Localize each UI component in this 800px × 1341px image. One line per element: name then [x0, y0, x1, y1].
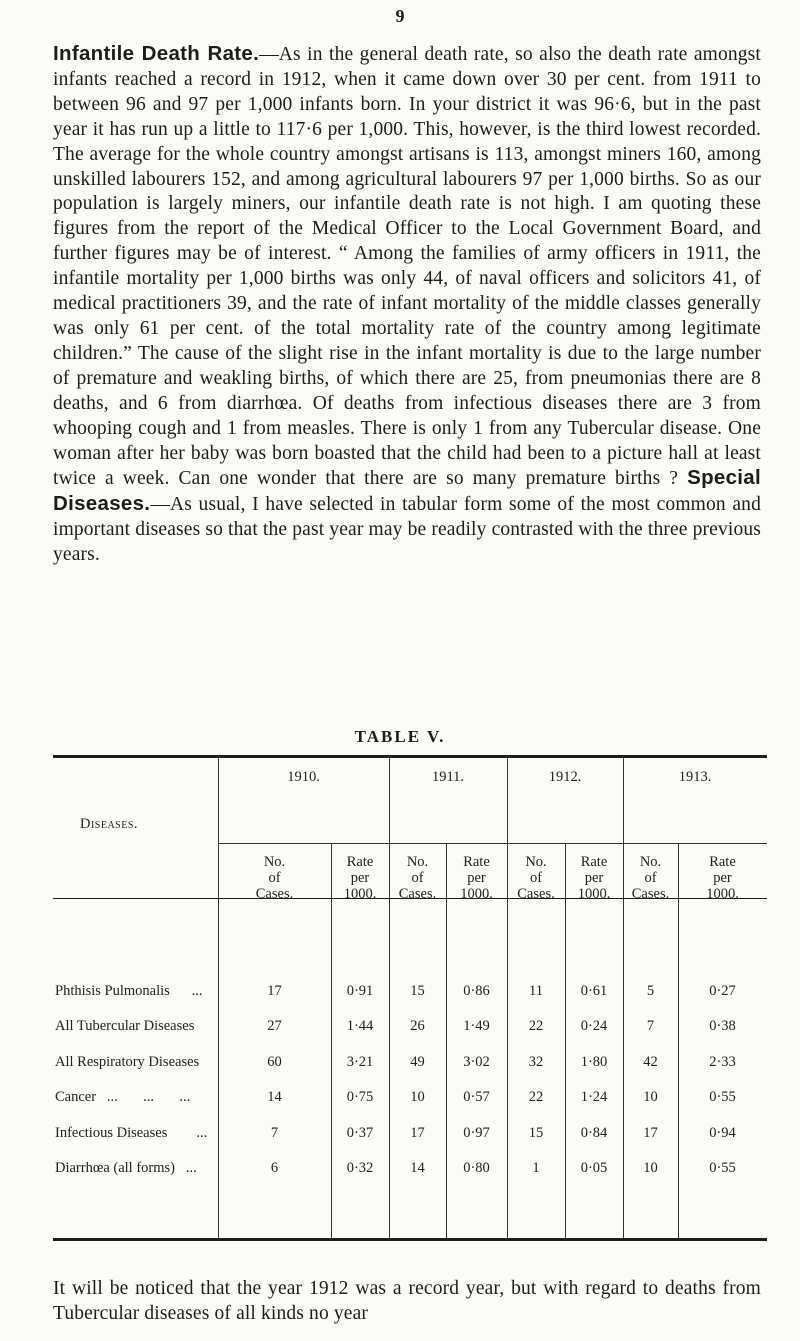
- cases-cell: 15: [410, 983, 425, 999]
- cases-cell: 42: [643, 1054, 658, 1070]
- table-year-underline: [507, 843, 623, 844]
- closing-paragraph: It will be noticed that the year 1912 was a record year, but with regard to deaths from Tubercular diseases of all kinds no year: [53, 1278, 761, 1324]
- rate-subheader: 1000.: [577, 886, 611, 902]
- disease-row-label: All Respiratory Diseases: [55, 1054, 200, 1070]
- special-diseases-heading: Special Diseases.: [53, 466, 761, 516]
- cases-subheader: Cases.: [255, 886, 294, 902]
- cases-subheader: No.: [406, 854, 429, 870]
- rate-cell: 3·02: [463, 1054, 490, 1070]
- page-number: 9: [395, 6, 405, 26]
- cases-cell: 7: [646, 1018, 655, 1034]
- cases-cell: 14: [267, 1089, 282, 1105]
- cases-cell: 11: [529, 983, 543, 999]
- cases-cell: 14: [410, 1160, 425, 1176]
- rate-cell: 0·37: [346, 1125, 374, 1141]
- year-header: 1911.: [431, 769, 465, 785]
- cases-cell: 49: [410, 1054, 425, 1070]
- rate-subheader: per: [713, 870, 732, 886]
- table-year-underline: [623, 843, 767, 844]
- cases-cell: 26: [410, 1018, 425, 1034]
- rate-cell: 0·91: [346, 983, 374, 999]
- cases-cell: 27: [267, 1018, 282, 1034]
- rate-cell: 0·75: [346, 1089, 374, 1105]
- rate-cell: 0·57: [463, 1089, 490, 1105]
- rate-cell: 0·27: [709, 983, 736, 999]
- cases-subheader: No.: [639, 854, 662, 870]
- cases-cell: 22: [528, 1089, 544, 1105]
- cases-subheader: No.: [525, 854, 547, 870]
- cases-cell: 5: [646, 983, 655, 999]
- disease-row-label: Phthisis Pulmonalis ...: [55, 983, 203, 999]
- rate-cell: 0·32: [346, 1160, 374, 1176]
- cases-cell: 60: [267, 1054, 282, 1070]
- cases-cell: 17: [410, 1125, 425, 1141]
- rate-cell: 1·80: [580, 1054, 608, 1070]
- infant-mortality-paragraph: —As in the general death rate, so also the death rate amongst infants reached a record in 1912, when it came down over 30 per cent. from 1911 to between 96 and 97 per 1,000 infants born. In your district it was 96·6, but in the past year it has run up a little to 117·6 per 1,000. This, however, is the third lowest recorded. The average for the whole country amongst artisans is 113, amongst miners 160, among unskilled labourers 152, and among agricultural labourers 97 per 1,000 births. So as our population is largely miners, our infantile death rate is not high. I am quoting these figures from the report of the Medical Officer to the Local Government Board, and further figures may be of interest. “ Among the families of army officers in 1911, the infantile mortality per 1,000 births was only 44, of naval officers and solicitors 41, of medical practitioners 39, and the rate of infant mortality of the middle classes generally was only 61 per cent. of the total mortality rate of the country among legitimate children.” The cause of the slight rise in the infant mortality is due to the large number of premature and weakling births, of which there are 25, from pneumonias there are 8 deaths, and 6 from diarrhœa. Of deaths from infectious diseases there are 3 from whooping cough and 1 from measles. There is only 1 from any Tubercular disease. One woman after her baby was born boasted that the child had been to a picture hall at least twice a week. Can one wonder that there are so many premature births ?: [53, 44, 761, 490]
- cases-subheader: Cases.: [517, 886, 555, 902]
- rate-cell: 0·86: [463, 983, 490, 999]
- rate-cell: 1·49: [463, 1018, 490, 1034]
- disease-row-label: Cancer ... ... ...: [55, 1089, 191, 1105]
- cases-subheader: of: [411, 870, 424, 886]
- special-diseases-paragraph: —As usual, I have selected in tabular form some of the most common and important diseases so that the past year may be readily contrasted with the three previous years.: [53, 494, 761, 566]
- cases-cell: 17: [267, 983, 282, 999]
- rate-subheader: 1000.: [343, 886, 377, 902]
- infant-mortality-heading: Infantile Death Rate.: [53, 42, 260, 65]
- cases-subheader: Cases.: [631, 886, 670, 902]
- rate-cell: 0·55: [709, 1089, 736, 1105]
- rate-cell: 0·80: [463, 1160, 490, 1176]
- disease-row-label: Diarrhœa (all forms) ...: [55, 1160, 197, 1176]
- rate-cell: 0·24: [580, 1018, 608, 1034]
- cases-cell: 32: [528, 1054, 544, 1070]
- table-title: TABLE V.: [354, 727, 446, 746]
- table-top-rule: [53, 755, 767, 758]
- rate-subheader: Rate: [463, 854, 490, 870]
- rate-subheader: per: [467, 870, 486, 886]
- rate-cell: 2·33: [709, 1054, 736, 1070]
- rate-subheader: Rate: [709, 854, 736, 870]
- year-header: 1910.: [287, 769, 320, 785]
- cases-subheader: of: [268, 870, 281, 886]
- rate-cell: 0·97: [463, 1125, 490, 1141]
- cases-cell: 1: [532, 1160, 540, 1176]
- cases-cell: 10: [410, 1089, 425, 1105]
- cases-subheader: of: [644, 870, 657, 886]
- cases-cell: 10: [643, 1089, 658, 1105]
- rate-cell: 1·44: [346, 1018, 374, 1034]
- body-text: [53, 42, 761, 568]
- cases-subheader: No.: [263, 854, 286, 870]
- rate-subheader: per: [350, 870, 370, 886]
- cases-cell: 22: [528, 1018, 544, 1034]
- rate-subheader: per: [584, 870, 604, 886]
- rate-cell: 0·94: [709, 1125, 736, 1141]
- rate-cell: 1·24: [580, 1089, 608, 1105]
- rate-cell: 3·21: [346, 1054, 374, 1070]
- cases-subheader: Cases.: [398, 886, 437, 902]
- year-header: 1912.: [548, 769, 582, 785]
- cases-cell: 7: [270, 1125, 279, 1141]
- rate-cell: 0·61: [580, 983, 608, 999]
- cases-cell: 10: [643, 1160, 658, 1176]
- diseases-column-header: Diseases.: [79, 816, 139, 832]
- cases-subheader: of: [529, 870, 543, 886]
- cases-cell: 15: [528, 1125, 544, 1141]
- rate-cell: 0·84: [580, 1125, 608, 1141]
- rate-cell: 0·38: [709, 1018, 736, 1034]
- table-bottom-rule: [53, 1238, 767, 1241]
- rate-cell: 0·55: [709, 1160, 736, 1176]
- rate-subheader: Rate: [580, 854, 608, 870]
- rate-subheader: Rate: [346, 854, 374, 870]
- table-year-underline: [218, 843, 389, 844]
- year-header: 1913.: [678, 769, 712, 785]
- rate-subheader: 1000.: [706, 886, 739, 902]
- cases-cell: 6: [270, 1160, 279, 1176]
- rate-subheader: 1000.: [460, 886, 493, 902]
- disease-row-label: Infectious Diseases ...: [55, 1125, 208, 1141]
- disease-row-label: All Tubercular Diseases: [55, 1018, 195, 1034]
- table-year-underline: [389, 843, 507, 844]
- cases-cell: 17: [643, 1125, 658, 1141]
- rate-cell: 0·05: [580, 1160, 608, 1176]
